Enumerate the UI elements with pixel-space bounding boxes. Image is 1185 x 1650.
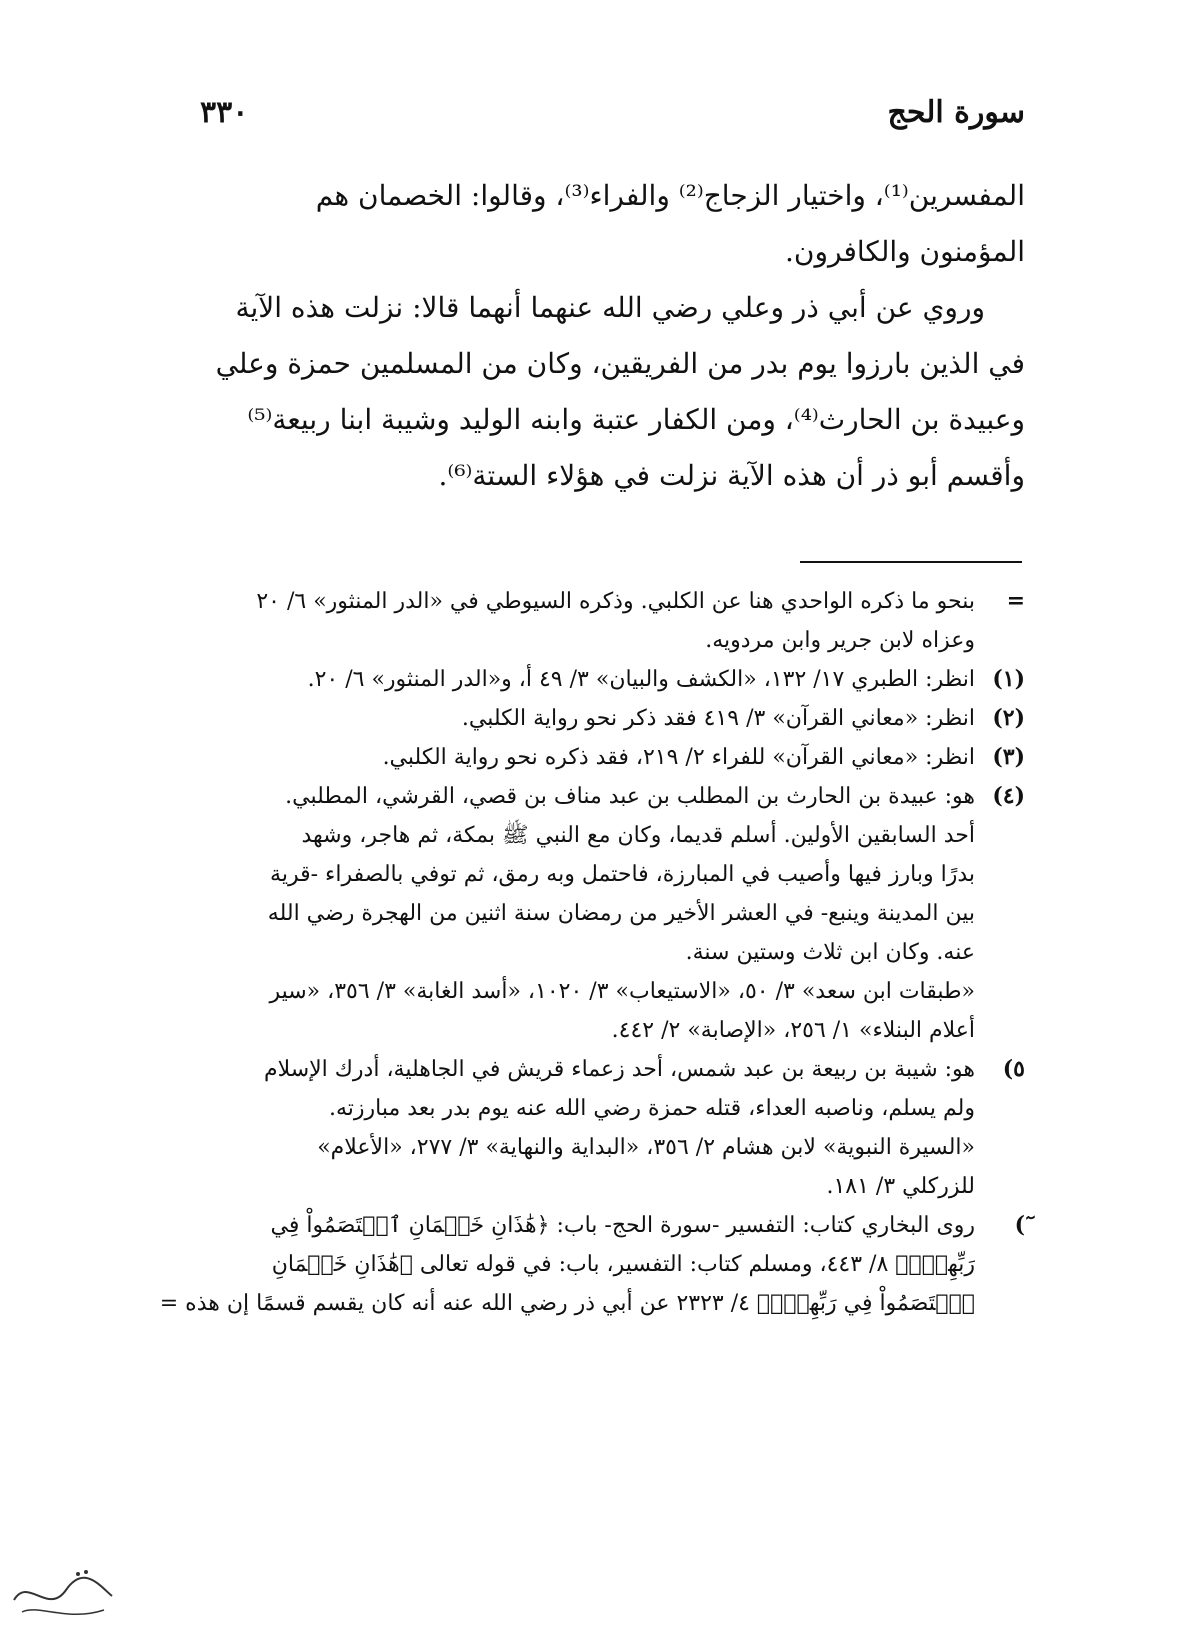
- watermark-flourish-icon: [8, 1556, 118, 1636]
- footnote-content: [125, 699, 975, 738]
- main-text: [125, 168, 1025, 504]
- text-line: ولم يسلم، وناصبه العداء، قتله حمزة رضي الله عنه يوم بدر بعد مبارزته.: [328, 1096, 975, 1121]
- running-title: سورة الحج: [887, 95, 1025, 130]
- text-line: وعبيدة بن الحارث⁽⁴⁾، ومن الكفار عتبة وابنه الوليد وشيبة ابنا ربيعة⁽⁵⁾: [247, 403, 1025, 436]
- footnote-marker: (٢): [992, 705, 1025, 731]
- library-watermark-logo: [8, 1556, 118, 1636]
- text-line: روى البخاري كتاب: التفسير -سورة الحج- باب: ﴿هَٰذَانِ خَصۡمَانِ ٱخۡتَصَمُواْ فِي: [270, 1213, 975, 1238]
- page-header: [200, 95, 1025, 145]
- footnote-marker: (١): [992, 666, 1025, 692]
- footnote-content: [125, 738, 975, 777]
- text-line: بنحو ما ذكره الواحدي هنا عن الكلبي. وذكره السيوطي في «الدر المنثور» ٦/ ٢٠: [256, 589, 975, 614]
- text-line: المفسرين⁽¹⁾، واختيار الزجاج⁽²⁾ والفراء⁽³⁾، وقالوا: الخصمان هم: [315, 179, 1025, 212]
- footnote-content: [125, 582, 975, 660]
- footnote-2: [125, 699, 1025, 738]
- text-line: عنه. وكان ابن ثلاث وستين سنة.: [685, 940, 975, 965]
- page-number: ٣٣٠: [200, 95, 249, 130]
- footnote-marker: ٓ): [1014, 1212, 1025, 1238]
- footnotes: [125, 582, 1025, 1323]
- text-line: «طبقات ابن سعد» ٣/ ٥٠، «الاستيعاب» ٣/ ١٠٢٠، «أسد الغابة» ٣/ ٣٥٦، «سير: [269, 979, 975, 1004]
- text-line: وأقسم أبو ذر أن هذه الآية نزلت في هؤلاء الستة⁽⁶⁾.: [438, 459, 1025, 492]
- text-line: ٱخۡتَصَمُواْ فِي رَبِّهِمۡۖ﴾ ٤/ ٢٣٢٣ عن أبي ذر رضي الله عنه أنه كان يقسم قسمًا إن هذه =: [159, 1291, 975, 1316]
- text-line: انظر: الطبري ١٧/ ١٣٢، «الكشف والبيان» ٣/ ٤٩ أ، و«الدر المنثور» ٦/ ٢٠.: [307, 667, 975, 692]
- text-line: وعزاه لابن جرير وابن مردويه.: [705, 628, 975, 653]
- text-line: في الذين بارزوا يوم بدر من الفريقين، وكان من المسلمين حمزة وعلي: [215, 347, 1025, 380]
- text-line: «السيرة النبوية» لابن هشام ٢/ ٣٥٦، «البداية والنهاية» ٣/ ٢٧٧، «الأعلام»: [317, 1135, 975, 1160]
- text-line: المؤمنون والكافرون.: [785, 235, 1025, 268]
- footnote-content: [125, 1206, 975, 1323]
- text-line: رَبِّهِمۡۖ﴾ ٨/ ٤٤٣، ومسلم كتاب: التفسير، باب: في قوله تعالى ﴿هَٰذَانِ خَصۡمَانِ: [271, 1252, 975, 1277]
- footnote-5: [125, 1050, 1025, 1206]
- text-line: هو: شيبة بن ربيعة بن عبد شمس، أحد زعماء قريش في الجاهلية، أدرك الإسلام: [263, 1057, 975, 1082]
- text-line: هو: عبيدة بن الحارث بن المطلب بن عبد مناف بن قصي، القرشي، المطلبي.: [285, 784, 975, 809]
- text-line: للزركلي ٣/ ١٨١.: [826, 1174, 975, 1199]
- footnote-marker: ٥): [1002, 1056, 1025, 1082]
- footnote-content: [125, 660, 975, 699]
- footnote-6: [125, 1206, 1025, 1323]
- footnote-1: [125, 660, 1025, 699]
- footnote-marker: (٣): [992, 744, 1025, 770]
- footnote-continuation: [125, 582, 1025, 660]
- paragraph-2: [125, 280, 1025, 504]
- text-line: أعلام البنلاء» ١/ ٢٥٦، «الإصابة» ٢/ ٤٤٢.: [611, 1018, 975, 1043]
- text-line: انظر: «معاني القرآن» للفراء ٢/ ٢١٩، فقد ذكره نحو رواية الكلبي.: [382, 745, 975, 770]
- footnote-3: [125, 738, 1025, 777]
- text-line: أحد السابقين الأولين. أسلم قديما، وكان مع النبي ﷺ بمكة، ثم هاجر، وشهد: [301, 823, 975, 848]
- footnote-4: [125, 777, 1025, 1050]
- text-line: بين المدينة وينبع- في العشر الأخير من رمضان سنة اثنين من الهجرة رضي الله: [267, 901, 975, 926]
- footnote-content: [125, 1050, 975, 1206]
- text-line: انظر: «معاني القرآن» ٣/ ٤١٩ فقد ذكر نحو رواية الكلبي.: [461, 706, 975, 731]
- footnote-separator: [800, 561, 1022, 563]
- footnote-marker: (٤): [992, 783, 1025, 809]
- text-line: بدرًا وبارز فيها وأصيب في المبارزة، فاحتمل وبه رمق، ثم توفي بالصفراء -قرية: [270, 862, 975, 887]
- footnote-content: [125, 777, 975, 1050]
- text-line: وروي عن أبي ذر وعلي رضي الله عنهما أنهما قالا: نزلت هذه الآية: [235, 291, 985, 324]
- paragraph-1: [125, 168, 1025, 280]
- footnote-marker: =: [1006, 588, 1025, 614]
